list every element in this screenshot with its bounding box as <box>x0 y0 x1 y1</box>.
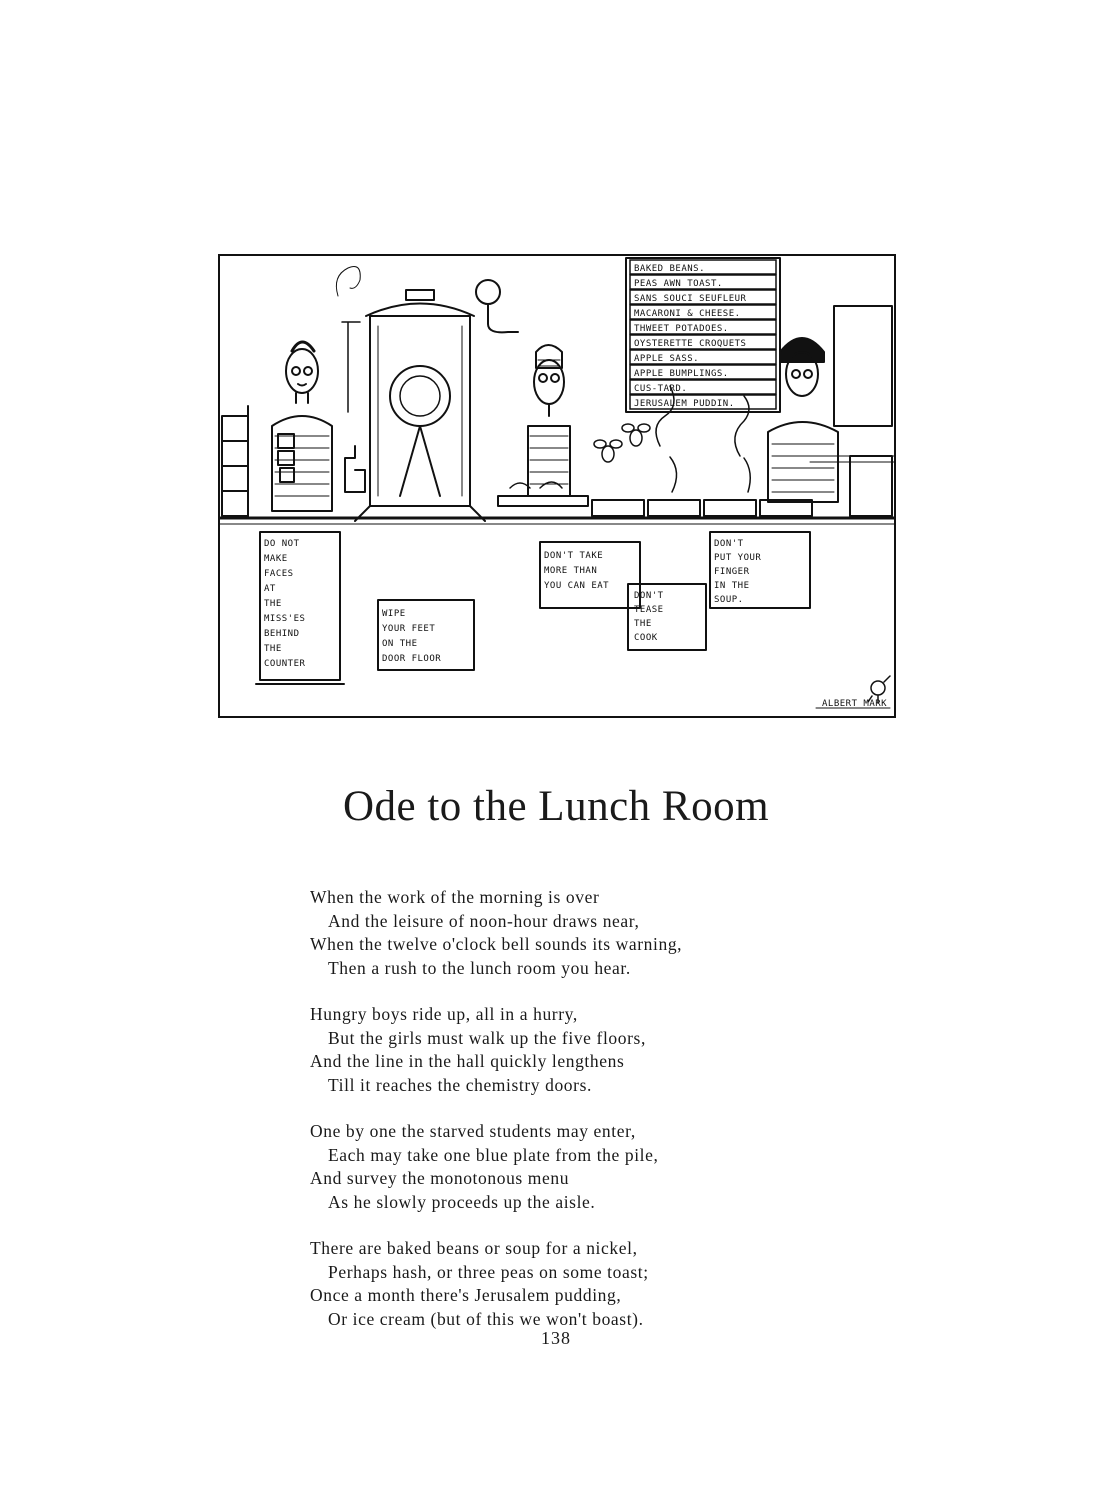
poem-line: And the line in the hall quickly lengthens <box>310 1051 625 1071</box>
illustration-drawing <box>220 256 894 716</box>
menu-lines-line: BAKED BEANS. <box>634 264 706 274</box>
menu-lines-line: CUS-TARD. <box>634 384 688 394</box>
poem <box>310 886 830 1354</box>
poem-line: Or ice cream (but of this we won't boast). <box>328 1308 644 1329</box>
menu-lines-line: PEAS AWN TOAST. <box>634 279 723 289</box>
sign-tease-line: THE <box>634 619 652 629</box>
menu-lines-line: SANS SOUCI SEUFLEUR <box>634 294 747 304</box>
flies <box>594 424 650 462</box>
shelf-boxes <box>222 406 248 516</box>
sign-feet-line: YOUR FEET <box>382 624 436 634</box>
stanza <box>310 1120 830 1214</box>
poem-line: When the twelve o'clock bell sounds its warning, <box>310 934 683 954</box>
sign-faces <box>264 539 306 669</box>
sign-faces-line: DO NOT <box>264 539 300 549</box>
server-left <box>272 342 332 511</box>
server-middle <box>498 345 588 506</box>
sign-more <box>544 551 609 591</box>
sign-more-line: MORE THAN <box>544 566 598 576</box>
sign-feet <box>382 609 441 664</box>
sign-tease-line: DON'T <box>634 591 664 601</box>
server-right <box>768 338 838 502</box>
lunch-room-illustration <box>218 254 896 718</box>
stanza <box>310 1237 830 1331</box>
sign-finger <box>714 539 761 605</box>
menu-lines-line: MACARONI & CHEESE. <box>634 309 741 319</box>
poem-line: And survey the monotonous menu <box>310 1168 570 1188</box>
poem-line: One by one the starved students may enter, <box>310 1121 636 1141</box>
stanza <box>310 1003 830 1097</box>
menu-lines-line: APPLE BUMPLINGS. <box>634 369 729 379</box>
menu-lines-line: JERUSALEM PUDDIN. <box>634 399 735 409</box>
menu-lines-line: OYSTERETTE CROQUETS <box>634 339 747 349</box>
poem-line: When the work of the morning is over <box>310 887 600 907</box>
sign-faces-line: THE <box>264 644 282 654</box>
poem-line: There are baked beans or soup for a nickel, <box>310 1238 638 1258</box>
poem-line: And the leisure of noon-hour draws near, <box>328 910 640 931</box>
sign-finger-line: SOUP. <box>714 595 744 605</box>
poem-line: Till it reaches the chemistry doors. <box>328 1074 592 1095</box>
sign-tease-line: COOK <box>634 633 658 643</box>
coffee-urn <box>336 267 518 522</box>
sign-finger-line: IN THE <box>714 581 750 591</box>
page-number: 138 <box>541 1328 571 1348</box>
sign-feet-line: WIPE <box>382 609 406 619</box>
sign-faces-line: AT <box>264 584 276 594</box>
artist-signature: ALBERT MARK <box>822 699 888 709</box>
poem-line: Hungry boys ride up, all in a hurry, <box>310 1004 578 1024</box>
menu-lines-line: APPLE SASS. <box>634 354 700 364</box>
right-shelf <box>810 306 894 516</box>
sign-faces-line: BEHIND <box>264 629 300 639</box>
stanza <box>310 886 830 980</box>
poem-line: As he slowly proceeds up the aisle. <box>328 1191 596 1212</box>
sign-faces-line: MISS'ES <box>264 614 306 624</box>
menu-lines-line: THWEET POTADOES. <box>634 324 729 334</box>
sign-faces-line: COUNTER <box>264 659 306 669</box>
poem-line: Each may take one blue plate from the pile, <box>328 1144 659 1165</box>
sign-faces-line: THE <box>264 599 282 609</box>
sign-finger-line: PUT YOUR <box>714 553 762 563</box>
sign-faces-line: MAKE <box>264 554 288 564</box>
sign-faces-line: FACES <box>264 569 294 579</box>
poem-line: Then a rush to the lunch room you hear. <box>328 957 631 978</box>
sign-tease <box>634 591 664 643</box>
poem-line: Perhaps hash, or three peas on some toast; <box>328 1261 649 1282</box>
menu-board <box>630 260 776 409</box>
sign-finger-line: FINGER <box>714 567 750 577</box>
poem-line: But the girls must walk up the five floors, <box>328 1027 646 1048</box>
sign-more-line: DON'T TAKE <box>544 551 604 561</box>
page-title: Ode to the Lunch Room <box>342 783 770 830</box>
sign-feet-line: DOOR FLOOR <box>382 654 442 664</box>
sign-finger-line: DON'T <box>714 539 744 549</box>
sign-tease-line: TEASE <box>634 605 664 615</box>
poem-line: Once a month there's Jerusalem pudding, <box>310 1285 622 1305</box>
sign-feet-line: ON THE <box>382 639 418 649</box>
sign-more-line: YOU CAN EAT <box>544 581 610 591</box>
